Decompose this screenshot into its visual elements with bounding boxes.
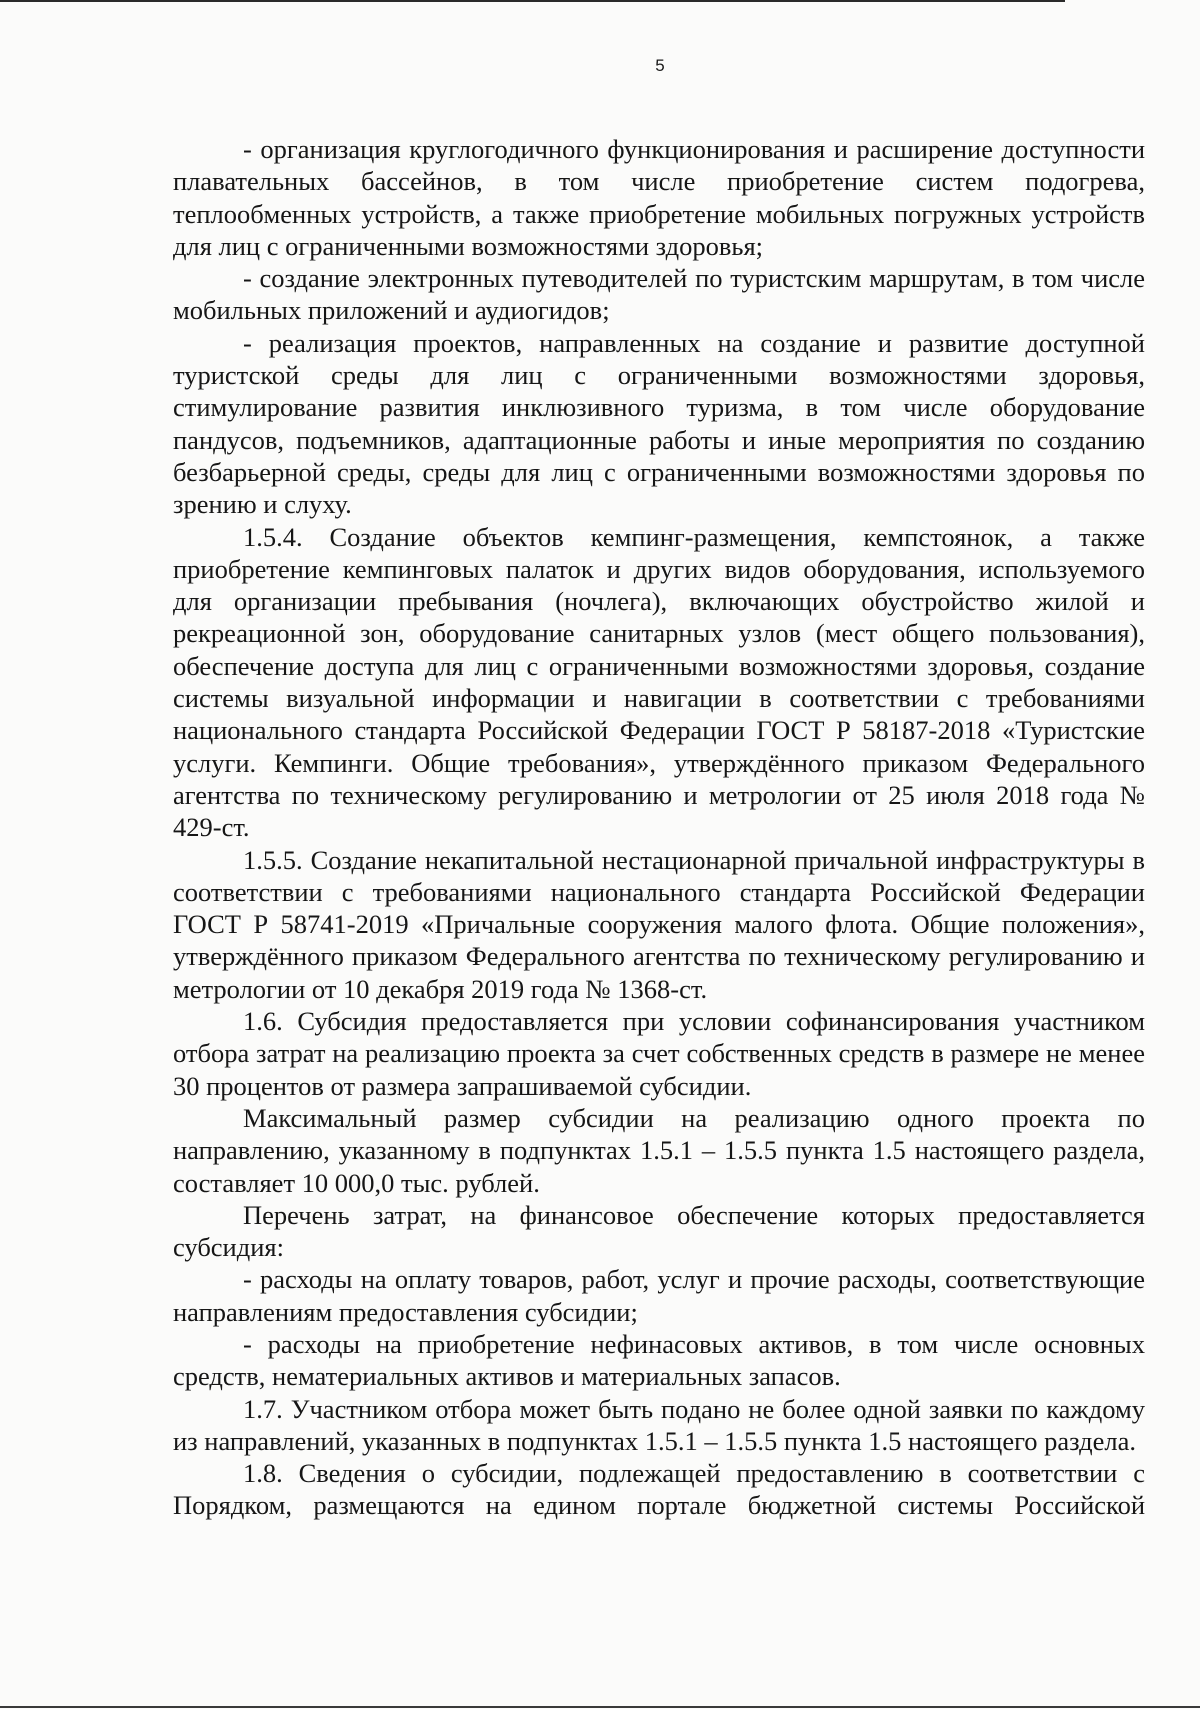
- paragraph-costs-assets: - расходы на приобретение нефинасовых активов, в том числе основных средств, нематериальных активов и материальных запасов.: [173, 1328, 1145, 1392]
- paragraph-1-6: 1.6. Субсидия предоставляется при условии софинансирования участником отбора затрат на реализацию проекта за счет собственных средств в размере не менее 30 процентов от размера запрашиваемой субсидии.: [173, 1006, 1145, 1101]
- paragraph-costs-goods: - расходы на оплату товаров, работ, услуг и прочие расходы, соответствующие направлениям предоставления субсидии;: [173, 1264, 1145, 1327]
- page-top-edge: [0, 0, 1065, 2]
- page-number: 5: [655, 56, 665, 75]
- paragraph-max-subsidy: Максимальный размер субсидии на реализацию одного проекта по направлению, указанному в подпунктах 1.5.1 – 1.5.5 пункта 1.5 настоящего раздела, составляет 10 000,0 тыс. рублей.: [173, 1102, 1145, 1198]
- paragraph-guides: - создание электронных путеводителей по туристским маршрутам, в том числе мобильных приложений и аудиогидов;: [173, 263, 1145, 326]
- paragraph-1-5-5: 1.5.5. Создание некапитальной нестационарной причальной инфраструктуры в соответствии с требованиями национального стандарта Российской Федерации ГОСТ Р 58741-2019 «Причальные сооружения малого флота. Общие положения», утверждённого приказом Федерального агентства по техническому регулированию и метрологии от 10 декабря 2019 года № 1368-ст.: [173, 844, 1145, 1004]
- document-body: [173, 133, 1145, 1522]
- paragraph-pools: - организация круглогодичного функционирования и расширение доступности плавательных бассейнов, в том числе приобретение систем подогрева, теплообменных устройств, а также приобретение мобильных погружных устройств для лиц с ограниченными возможностями здоровья;: [173, 134, 1145, 261]
- paragraph-1-7: 1.7. Участником отбора может быть подано не более одной заявки по каждому из направлений, указанных в подпунктах 1.5.1 – 1.5.5 пункта 1.5 настоящего раздела.: [173, 1393, 1145, 1456]
- paragraph-costs-list: Перечень затрат, на финансовое обеспечение которых предоставляется субсидия:: [173, 1199, 1145, 1263]
- paragraph-1-5-4: 1.5.4. Создание объектов кемпинг-размещения, кемпстоянок, а также приобретение кемпинговых палаток и других видов оборудования, используемого для организации пребывания (ночлега), включающих обустройство жилой и рекреационной зон, оборудование санитарных узлов (мест общего пользования), обеспечение доступа для лиц с ограниченными возможностями здоровья, создание системы визуальной информации и навигации в соответствии с требованиями национального стандарта Российской Федерации ГОСТ Р 58187-2018 «Туристские услуги. Кемпинги. Общие требования», утверждённого приказом Федерального агентства по техническому регулированию и метрологии от 25 июля 2018 года № 429-ст.: [173, 521, 1145, 843]
- page-bottom-edge: [0, 1706, 1200, 1708]
- paragraph-accessible-environment: - реализация проектов, направленных на создание и развитие доступной туристской среды для лиц с ограниченными возможностями здоровья, стимулирование развития инклюзивного туризма, в том числе оборудование пандусов, подъемников, адаптационные работы и иные мероприятия по созданию безбарьерной среды, среды для лиц с ограниченными возможностями здоровья по зрению и слуху.: [173, 327, 1145, 520]
- paragraph-1-8: 1.8. Сведения о субсидии, подлежащей предоставлению в соответствии с Порядком, размещаются на едином портале бюджетной системы Российской: [173, 1458, 1145, 1521]
